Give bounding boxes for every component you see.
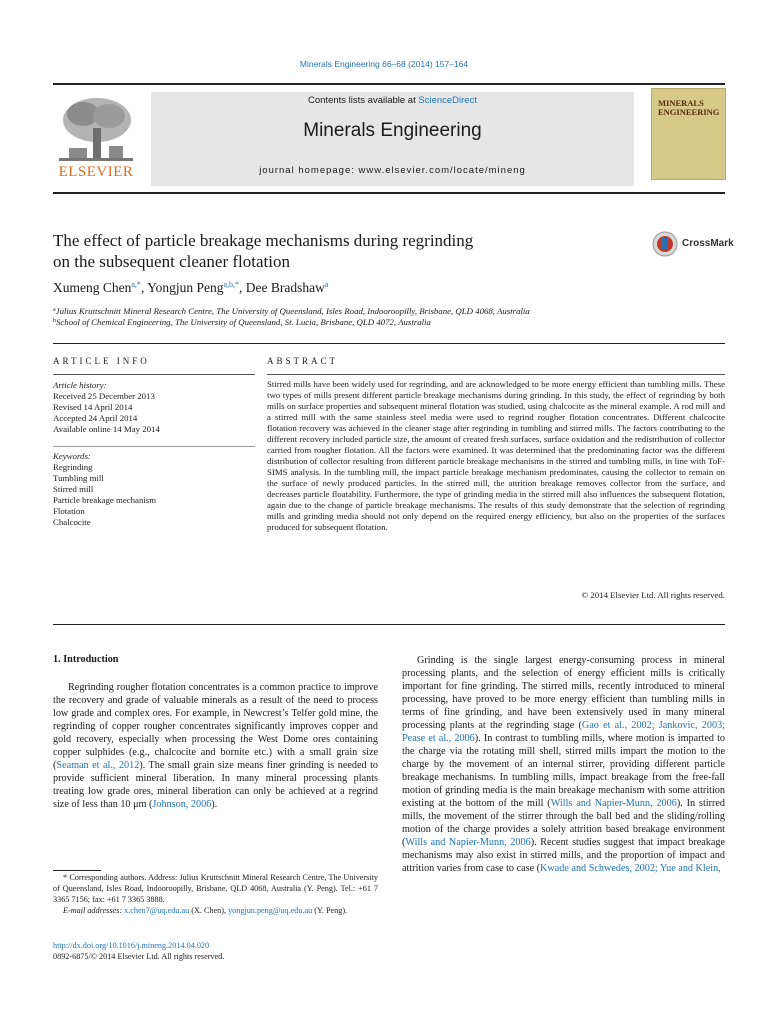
paragraph-text: Grinding is the single largest energy-consuming process in mineral processing plants, and the selection of energy efficient mills is critically important for fine grinding. The stirred mills, recently introduced to mineral processing, have proved to be more energy efficient than tumbling mills in terms of fine grinding, and have been extensively used in many mineral processing plants at the regrinding stage (	[402, 655, 725, 731]
cover-title-line1: MINERALS	[658, 98, 704, 108]
abstract-copyright: © 2014 Elsevier Ltd. All rights reserved.	[581, 590, 725, 600]
citation-link[interactable]: Johnson, 2006	[152, 799, 212, 810]
affiliation-text: School of Chemical Engineering, The University of Queensland, St. Lucia, Brisbane, QLD 4072, Australia	[56, 317, 431, 327]
body-rule	[53, 624, 725, 625]
author-name: Xumeng Chen	[53, 280, 132, 295]
paragraph-text: ).	[211, 799, 218, 810]
body-right-column	[402, 654, 725, 875]
keyword: Chalcocite	[53, 517, 91, 527]
citation-link[interactable]: Gao et al., 2002; Jankovic, 2003; Pease et al., 2006	[402, 720, 725, 744]
paragraph-text: ). The small grain size means finer grinding is needed to provide sufficient mineral liberation. In many mineral processing plants treating low grade ores, mineral liberation can only be achieved at a regrind size of less than 10 μm (	[53, 760, 379, 810]
section-rule	[53, 343, 725, 344]
citation-link[interactable]: Wills and Napier-Munn, 2006	[550, 798, 677, 809]
citation-link[interactable]: Kwade and Schwedes, 2002; Yue and Klein,	[540, 863, 721, 874]
journal-title: Minerals Engineering	[303, 120, 482, 141]
affiliation	[53, 306, 530, 316]
paragraph	[53, 681, 378, 811]
issn-line: 0892-6875/© 2014 Elsevier Ltd. All rights reserved.	[53, 952, 225, 961]
contents-line	[151, 95, 634, 106]
paragraph-text: ). Recent studies suggest that impact breakage mechanisms may also exist in stirred mills, and the proportion of impact and attrition varies from case to case (	[402, 837, 725, 874]
history-label: Article history:	[53, 380, 107, 390]
keywords-label: Keywords:	[53, 451, 91, 461]
elsevier-wordmark: ELSEVIER	[58, 164, 134, 180]
article-history	[53, 380, 160, 435]
abstract-text: Stirred mills have been widely used for regrinding, and are acknowledged to be more energy efficient than tumbling mills. These two types of mills present different particle breakage mechanisms during grinding. In this study, the effect of regrinding by both mills on surface properties and subsequent mineral flotation was studied, using chalcocite as the mineral example. A rod mill and a stirred mill with the same stainless steel media were used to regrind rougher flotation concentrates. Different chalcocite flotation recovery was achieved in the cleaner stage after regrinding in tumbling and stirred mills. The factors contributing to the different recovery included particle size, the amount of created fresh surfaces, surface oxidation and the redistribution of collector carried from rougher flotation. All the factors were examined. It was determined that the predominating factor was the different distribution of collector resulting from different particle breakage mechanisms in the stirred and tumbling mills, in line with ToF-SIMS analysis. In the tumbling mill, the impact particle breakage mechanism predominates, causing the collector to remain on the surface of newly produced particles. In the stirred mill, the attrition breakage removes collector from the surface, and decreases particle floatability. Furthermore, the type of grinding media in the stirred mill also influences the subsequent flotation, again due to the change of particle breakage mechanisms. The results of this study demonstrate that the selection of regrinding mills and grinding media should not only depend on the required energy efficiency, but also on the properties of the surfaces produced for subsequent flotation.	[267, 379, 725, 532]
keyword: Tumbling mill	[53, 473, 104, 483]
history-item: Received 25 December 2013	[53, 391, 155, 401]
keywords	[53, 451, 156, 528]
footnote-rule	[53, 870, 101, 871]
paragraph-text: ). In stirred mills, the movement of the stirrer through the ball bed and the sliding/rolling motion of the charge provides a solely attrition based breakage environment (	[402, 798, 726, 848]
crossmark-icon[interactable]	[652, 231, 678, 257]
email-link[interactable]: yongjun.peng@uq.edu.au	[228, 906, 313, 915]
abstract-rule	[267, 374, 725, 375]
crossmark-label[interactable]: CrossMark	[682, 238, 734, 249]
contents-prefix: Contents lists available at	[308, 95, 419, 106]
article-title	[53, 230, 593, 272]
author-name: Dee Bradshaw	[245, 280, 325, 295]
affiliation-mark: a	[53, 307, 56, 313]
citation-link[interactable]: Seaman et al., 2012	[56, 760, 140, 771]
journal-cover-title	[658, 99, 726, 117]
email-owner: (Y. Peng).	[312, 906, 348, 915]
header-rule	[53, 192, 725, 194]
author-affiliation-mark[interactable]: a,b,*	[223, 280, 240, 289]
title-line: The effect of particle breakage mechanisms during regrinding	[53, 231, 474, 250]
email-link[interactable]: x.chen7@uq.edu.au	[124, 906, 190, 915]
history-item: Accepted 24 April 2014	[53, 413, 138, 423]
cover-title-line2: ENGINEERING	[658, 107, 720, 117]
paragraph-text: ). In contrast to tumbling mills, where motion is imparted to the charge via the rotating mill shell, stirred mills impart the motion to the charge by the movement of an internal stirrer, providing different particle breakage mechanisms. In tumbling mills, impact breakage from the free-fall motion of grinding media is the main breakage mechanism with some attrition existing at the bottom of the mill (	[402, 733, 725, 809]
history-item: Available online 14 May 2014	[53, 424, 160, 434]
section-heading: 1. Introduction	[53, 654, 119, 665]
header-rule	[53, 83, 725, 85]
affiliation	[53, 317, 431, 327]
article-info-rule	[53, 374, 255, 375]
author-separator: ,	[239, 280, 246, 295]
journal-citation[interactable]: Minerals Engineering 66–68 (2014) 157–164	[299, 59, 469, 69]
history-item: Revised 14 April 2014	[53, 402, 133, 412]
footnote-text: * Corresponding authors. Address: Julius Kruttschnitt Mineral Research Centre, The University of Queensland, Isles Road, Indooroopilly, Brisbane, QLD 4068, Australia (Y. Peng). Tel.: +61 7 3365 7156; fax: +61 7 3365 3888.	[53, 873, 378, 904]
affiliation-text: Julius Kruttschnitt Mineral Research Centre, The University of Queensland, Isles Road, Indooroopilly, Brisbane, QLD 4068, Australia	[55, 306, 530, 316]
keyword: Regrinding	[53, 462, 93, 472]
affiliation-mark: b	[53, 318, 56, 324]
author-separator: ,	[140, 280, 148, 295]
journal-homepage: journal homepage: www.elsevier.com/locate/mineng	[259, 165, 526, 176]
author-affiliation-mark[interactable]: a,*	[131, 280, 141, 289]
keyword: Particle breakage mechanism	[53, 495, 157, 505]
sciencedirect-link[interactable]: ScienceDirect	[418, 95, 477, 106]
paragraph-text: Regrinding rougher flotation concentrates is a common practice to improve the recovery and grade of valuable minerals as a result of the need to process low grade and complex ores. For example, in Newcrest’s Telfer gold mine, the regrinding of copper rougher concentrates significantly improves copper and gold recovery, especially when processing the West Dome ores containing copper sulphides (e.g., chalcocite and bornite etc.) with a small grain size (	[53, 682, 378, 771]
title-line: on the subsequent cleaner flotation	[53, 252, 290, 271]
body-left-column	[53, 681, 378, 811]
keyword: Flotation	[53, 506, 85, 516]
keyword: Stirred mill	[53, 484, 94, 494]
paragraph	[402, 654, 725, 875]
email-label: E-mail addresses:	[63, 906, 125, 915]
email-line	[53, 905, 378, 916]
article-info-heading: ARTICLE INFO	[53, 356, 150, 366]
corresponding-footnote	[53, 872, 378, 916]
abstract-heading: ABSTRACT	[267, 356, 339, 366]
email-owner: (X. Chen),	[189, 906, 229, 915]
keywords-rule	[53, 446, 255, 447]
citation-link[interactable]: Wills and Napier-Munn, 2006	[405, 837, 531, 848]
doi-link[interactable]: http://dx.doi.org/10.1016/j.mineng.2014.04.020	[53, 941, 210, 950]
author-name: Yongjun Peng	[147, 280, 224, 295]
author-affiliation-mark[interactable]: a	[324, 280, 329, 289]
author-list	[53, 280, 328, 296]
